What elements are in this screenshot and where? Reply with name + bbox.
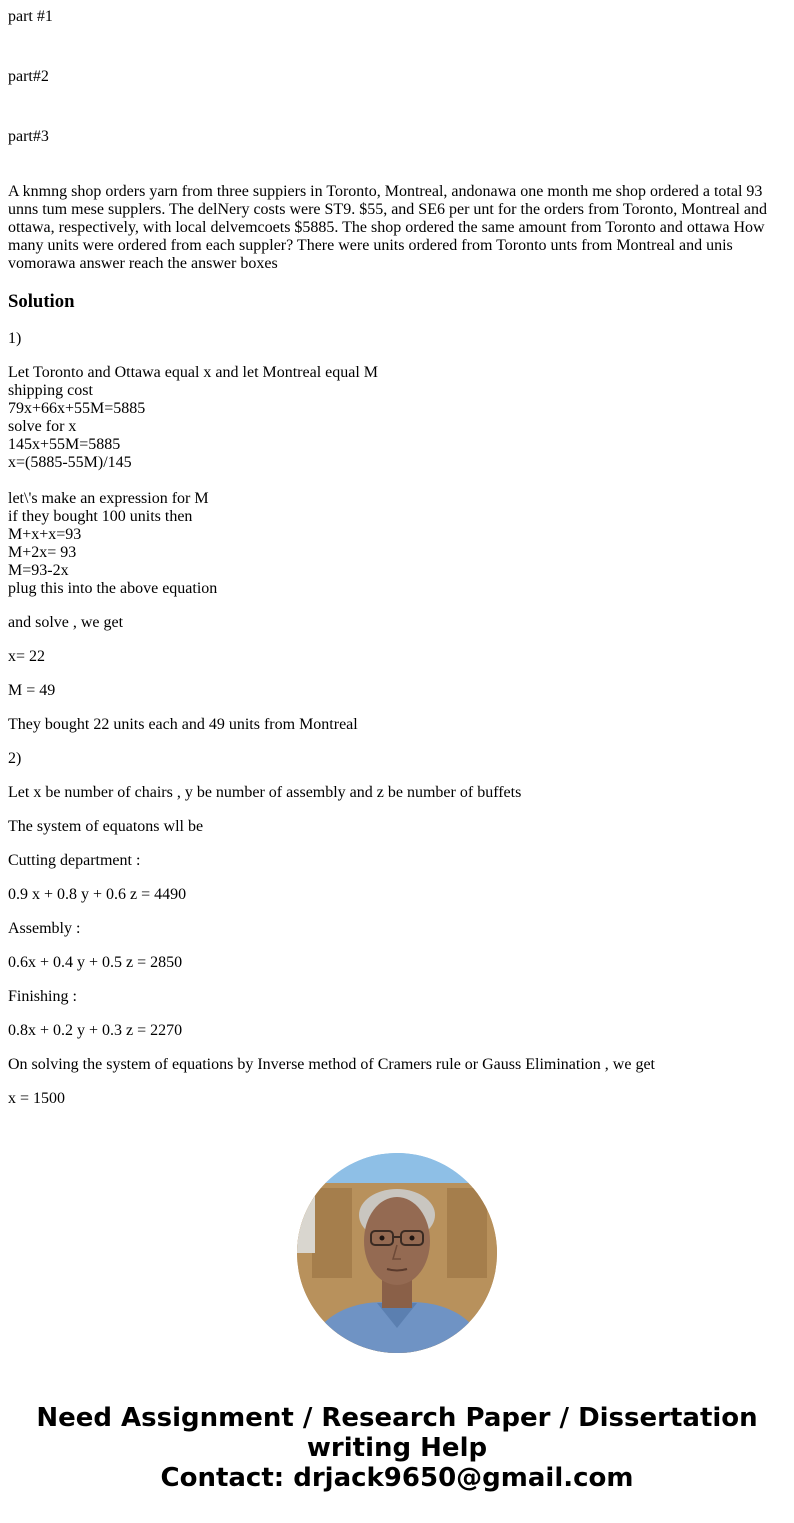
solution-2-x-result: x = 1500 [8,1090,66,1107]
cutting-equation: 0.9 x + 0.8 y + 0.6 z = 4490 [8,886,187,903]
expression-line: plug this into the above equation [8,580,218,597]
part-3-label: part#3 [8,128,49,145]
expression-line: M+x+x=93 [8,526,82,543]
author-avatar [297,1153,497,1353]
cutting-label: Cutting department : [8,852,141,869]
footer-contact: Contact: drjack9650@gmail.com [160,1463,634,1493]
m-result: M = 49 [8,682,56,699]
expression-line: let\'s make an expression for M [8,490,209,507]
expression-line: if they bought 100 units then [8,508,193,525]
part-1-label: part #1 [8,8,53,25]
solve-line: and solve , we get [8,614,124,631]
setup-line: Let Toronto and Ottawa equal x and let Montreal equal M [8,364,379,381]
solution-2-number: 2) [8,750,22,767]
expression-line: M+2x= 93 [8,544,77,561]
assembly-label: Assembly : [8,920,81,937]
setup-line: 79x+66x+55M=5885 [8,400,146,417]
problem-statement: A knmng shop orders yarn from three suppiers in Toronto, Montreal, andonawa one month me shop ordered a total 93 unns tum mese supplers. The delNery costs were ST9. $55, and SE6 per unt for the orders from Toronto, Montreal and ottawa, respectively, with local delvemcoets $5885. The shop ordered the same amount from Toronto and ottawa How many units were ordered from each suppler? There were units ordered from Toronto unts from Montreal and unis vomorawa answer reach the answer boxes [8,183,768,272]
system-line: The system of equatons wll be [8,818,204,835]
solution-1-setup [8,364,786,598]
setup-line: 145x+55M=5885 [8,436,121,453]
part-2-label: part#2 [8,68,49,85]
expression-line: M=93-2x [8,562,69,579]
solution-1-number: 1) [8,330,22,347]
x-result: x= 22 [8,648,46,665]
avatar-photo [297,1153,497,1353]
avatar-portrait-icon [297,1153,497,1353]
solution-2-intro: Let x be number of chairs , y be number of assembly and z be number of buffets [8,784,522,801]
method-line: On solving the system of equations by Inverse method of Cramers rule or Gauss Elimination , we get [8,1056,655,1073]
solution-1-conclusion: They bought 22 units each and 49 units from Montreal [8,716,358,733]
setup-line: x=(5885-55M)/145 [8,454,132,471]
document-body [8,0,786,1124]
footer-banner [0,1403,794,1493]
setup-line: solve for x [8,418,77,435]
assembly-equation: 0.6x + 0.4 y + 0.5 z = 2850 [8,954,183,971]
footer-line-2: writing Help [306,1433,488,1463]
setup-line: shipping cost [8,382,93,399]
finishing-label: Finishing : [8,988,77,1005]
finishing-equation: 0.8x + 0.2 y + 0.3 z = 2270 [8,1022,183,1039]
solution-heading: Solution [8,291,75,312]
footer-line-1: Need Assignment / Research Paper / Dissertation [36,1403,758,1433]
